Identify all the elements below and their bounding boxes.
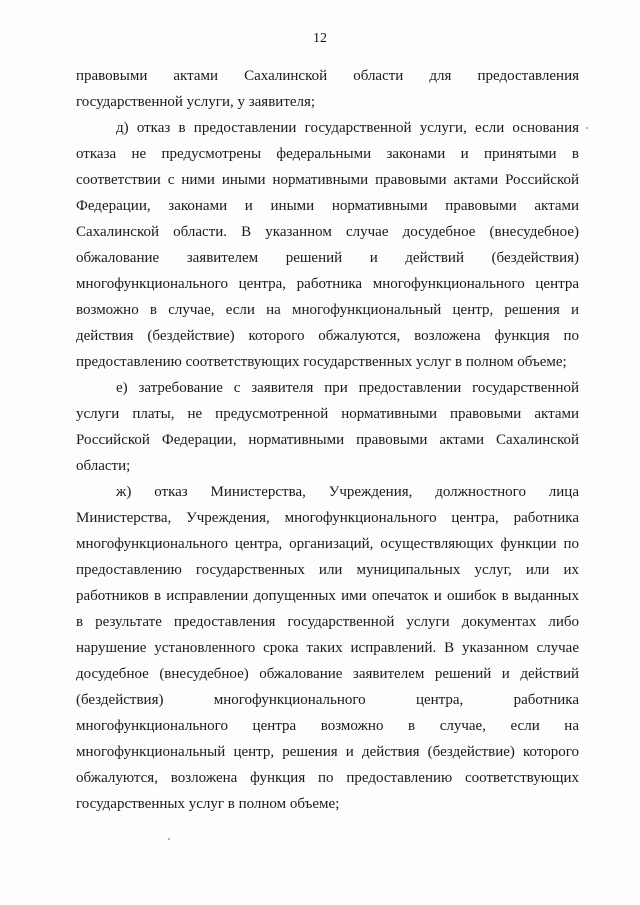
text-line: соответствии с ними иными нормативными правовыми актами Российской xyxy=(76,172,579,188)
text-line: многофункционального центра возможно в случае, если на xyxy=(76,718,579,734)
text-line: в результате предоставления государственной услуги документах либо xyxy=(76,614,579,630)
text-line: Российской Федерации, нормативными правовыми актами Сахалинской xyxy=(76,432,579,448)
text-line: многофункционального центра, организаций, осуществляющих функции по xyxy=(76,536,579,552)
scan-artifact xyxy=(586,127,588,129)
text-line: действия (бездействие) которого обжалуются, возложена функция по xyxy=(76,328,579,344)
text-line: многофункциональный центр, решения и действия (бездействие) которого xyxy=(76,744,579,760)
text-line: работников в исправлении допущенных ими опечаток и ошибок в выданных xyxy=(76,588,579,604)
body-text xyxy=(76,63,579,817)
text-line: предоставлению государственных или муниципальных услуг, или их xyxy=(76,562,579,578)
text-line: услуги платы, не предусмотренной нормативными правовыми актами xyxy=(76,406,579,422)
text-line: отказа не предусмотрены федеральными законами и принятыми в xyxy=(76,146,579,162)
text-line: Сахалинской области. В указанном случае досудебное (внесудебное) xyxy=(76,224,579,240)
text-line: е) затребование с заявителя при предоставлении государственной xyxy=(116,380,579,396)
text-line: обжалуются, возложена функция по предоставлению соответствующих xyxy=(76,770,579,786)
text-line: досудебное (внесудебное) обжалование заявителем решений и действий xyxy=(76,666,579,682)
text-line: (бездействия) многофункционального центра, работника xyxy=(76,692,579,708)
text-line: предоставлению соответствующих государственных услуг в полном объеме; xyxy=(76,354,567,370)
page-number: 12 xyxy=(313,31,327,46)
text-line: правовыми актами Сахалинской области для предоставления xyxy=(76,68,579,84)
text-line: Министерства, Учреждения, многофункционального центра, работника xyxy=(76,510,579,526)
text-line: нарушение установленного срока таких исправлений. В указанном случае xyxy=(76,640,579,656)
text-line: Федерации, законами и иными нормативными правовыми актами xyxy=(76,198,579,214)
text-line: многофункционального центра, работника многофункционального центра xyxy=(76,276,579,292)
text-line: ж) отказ Министерства, Учреждения, должностного лица xyxy=(116,484,579,500)
text-line: д) отказ в предоставлении государственной услуги, если основания xyxy=(116,120,579,136)
text-line: области; xyxy=(76,458,131,474)
text-line: государственной услуги, у заявителя; xyxy=(76,94,316,110)
text-line: обжалование заявителем решений и действий (бездействия) xyxy=(76,250,579,266)
scan-artifact xyxy=(168,838,170,840)
text-line: возможно в случае, если на многофункциональный центр, решения и xyxy=(76,302,579,318)
text-line: государственных услуг в полном объеме; xyxy=(76,796,340,812)
